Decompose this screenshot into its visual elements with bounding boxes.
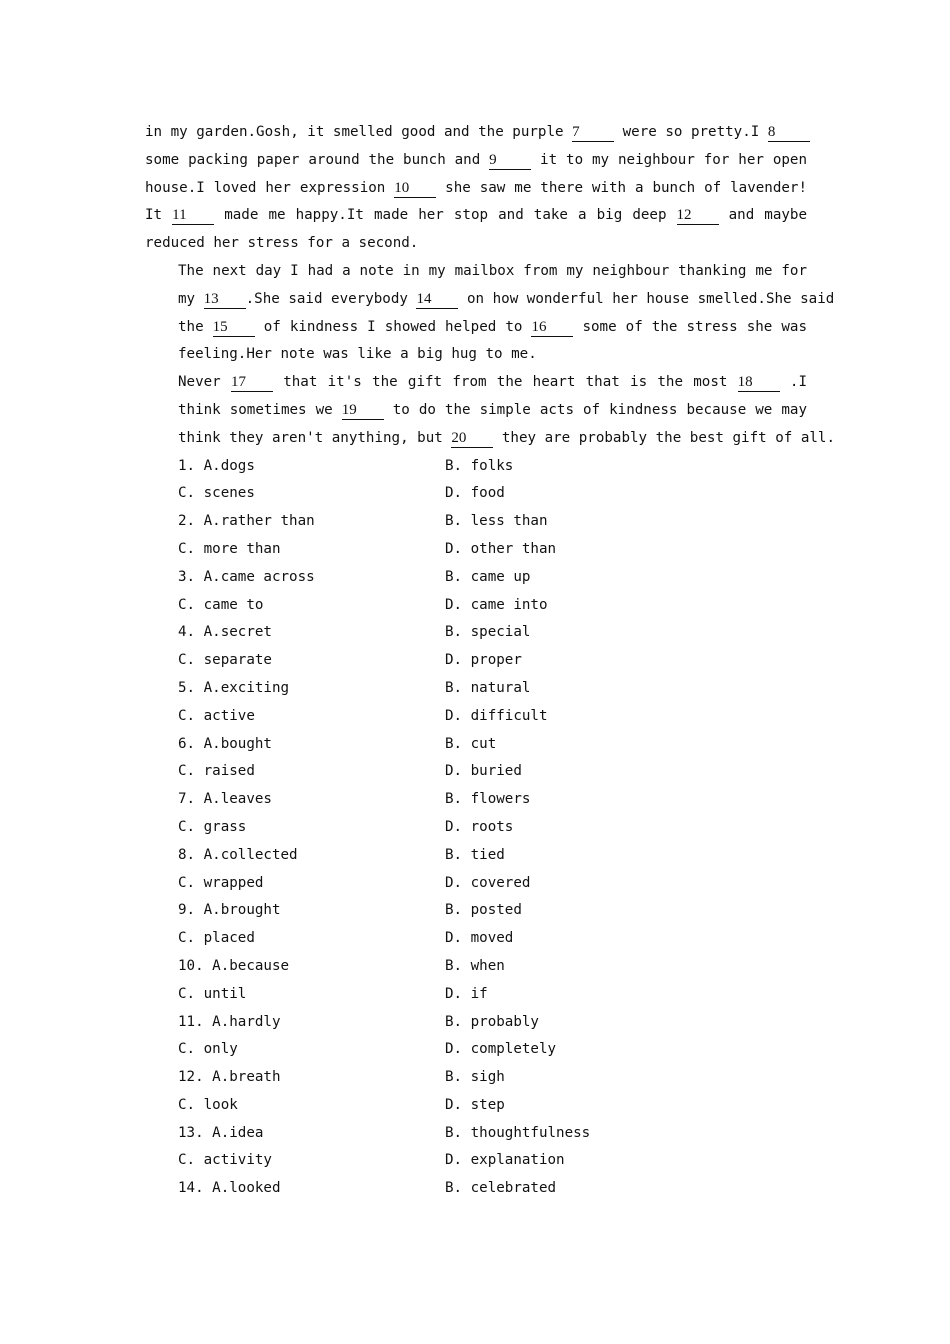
passage-text: some packing paper around the bunch and <box>145 151 490 168</box>
passage-text: some of the stress she was <box>573 318 808 335</box>
option-right: D. came into <box>445 596 548 613</box>
blank-number: 17 <box>231 373 273 392</box>
passage-text: it to my neighbour for her open <box>531 151 807 168</box>
passage-text: of kindness I showed helped to <box>254 318 532 335</box>
paragraph-1 <box>145 119 807 258</box>
option-row <box>145 480 807 508</box>
option-row <box>145 758 807 786</box>
option-left: C. active <box>178 707 255 724</box>
blank-number: 16 <box>531 318 573 337</box>
option-left: C. separate <box>178 652 272 669</box>
option-right: B. probably <box>445 1013 539 1030</box>
option-row <box>145 1092 807 1120</box>
blank-number: 8 <box>768 123 810 142</box>
option-left: C. came to <box>178 596 264 613</box>
passage-text: think sometimes we <box>178 401 342 418</box>
option-left: C. look <box>178 1096 238 1113</box>
blank-number: 9 <box>489 151 531 170</box>
passage-text: It <box>145 207 173 224</box>
option-row <box>145 981 807 1009</box>
passage-text: she saw me there with a bunch of lavender! <box>436 179 807 196</box>
passage-text: my <box>178 290 204 307</box>
option-right: B. celebrated <box>445 1180 557 1197</box>
passage-line <box>145 425 836 453</box>
passage-text: .She said everybody <box>245 290 417 307</box>
passage-text: on how wonderful her house smelled.She said <box>458 290 835 307</box>
option-row <box>145 619 807 647</box>
option-right: D. roots <box>445 818 514 835</box>
option-row <box>145 814 807 842</box>
blank-number: 18 <box>738 373 780 392</box>
option-right: D. proper <box>445 652 522 669</box>
option-left: C. placed <box>178 930 255 947</box>
option-left: C. wrapped <box>178 874 264 891</box>
option-left: C. activity <box>178 1152 272 1169</box>
option-left: C. only <box>178 1041 238 1058</box>
blank-number: 19 <box>342 401 384 420</box>
option-left: C. raised <box>178 763 255 780</box>
option-left: 3. A.came across <box>178 568 315 585</box>
option-right: B. when <box>445 957 505 974</box>
option-row <box>145 953 807 981</box>
option-right: B. cut <box>445 735 497 752</box>
passage-line <box>145 202 807 230</box>
paragraph-3 <box>145 369 836 452</box>
option-left: 4. A.secret <box>178 624 272 641</box>
option-right: D. moved <box>445 930 514 947</box>
passage-text: .I <box>779 374 808 391</box>
blank-number: 12 <box>677 206 719 225</box>
option-right: B. sigh <box>445 1069 505 1086</box>
option-left: 9. A.brought <box>178 902 281 919</box>
option-row <box>145 647 807 675</box>
passage-text: that it's the gift from the heart that is the most <box>272 374 738 391</box>
paragraph-2 <box>145 258 835 369</box>
passage-line <box>145 147 807 175</box>
passage-text: reduced her stress for a second. <box>145 235 419 252</box>
passage-line <box>145 341 807 369</box>
document-page <box>145 119 836 1203</box>
option-left: C. scenes <box>178 485 255 502</box>
passage-line <box>145 286 835 314</box>
option-left: 12. A.breath <box>178 1069 281 1086</box>
passage-line <box>145 397 807 425</box>
option-left: 7. A.leaves <box>178 791 272 808</box>
passage-text: and maybe <box>718 207 808 224</box>
passage-text: in my garden.Gosh, it smelled good and the purple <box>145 124 573 140</box>
option-right: D. step <box>445 1096 505 1113</box>
passage-line <box>145 119 807 147</box>
option-row <box>145 925 807 953</box>
option-row <box>145 731 807 759</box>
option-row <box>145 786 807 814</box>
passage-text: they are probably the best gift of all. <box>493 429 836 446</box>
option-left: C. grass <box>178 818 247 835</box>
option-left: C. until <box>178 985 247 1002</box>
option-left: 14. A.looked <box>178 1180 281 1197</box>
option-row <box>145 842 807 870</box>
answer-options <box>145 453 807 1204</box>
option-right: B. natural <box>445 679 531 696</box>
option-row <box>145 897 807 925</box>
option-left: 10. A.because <box>178 957 290 974</box>
option-row <box>145 592 807 620</box>
passage-text: think they aren't anything, but <box>178 429 452 446</box>
option-right: B. posted <box>445 902 522 919</box>
passage-line <box>145 230 807 258</box>
blank-number: 20 <box>451 429 493 448</box>
option-right: B. special <box>445 624 531 641</box>
option-row <box>145 1147 807 1175</box>
option-right: D. food <box>445 485 505 502</box>
option-left: 2. A.rather than <box>178 513 315 530</box>
cloze-passage <box>145 119 836 453</box>
passage-line <box>145 175 807 203</box>
passage-text: were so pretty.I <box>614 124 768 140</box>
option-left: 5. A.exciting <box>178 679 290 696</box>
option-row <box>145 1064 807 1092</box>
option-row <box>145 1009 807 1037</box>
option-left: 8. A.collected <box>178 846 298 863</box>
option-right: D. completely <box>445 1041 557 1058</box>
option-row <box>145 536 807 564</box>
option-row <box>145 564 807 592</box>
blank-number: 14 <box>416 290 458 309</box>
option-row <box>145 703 807 731</box>
option-right: B. thoughtfulness <box>445 1124 591 1141</box>
option-right: D. if <box>445 985 488 1002</box>
option-right: D. covered <box>445 874 531 891</box>
blank-number: 10 <box>394 179 436 198</box>
passage-text: The next day I had a note in my mailbox from my neighbour thanking me for <box>178 262 807 279</box>
blank-number: 11 <box>172 206 214 225</box>
option-right: B. tied <box>445 846 505 863</box>
option-row <box>145 1175 807 1203</box>
option-right: B. folks <box>445 457 514 474</box>
passage-text: to do the simple acts of kindness because we may <box>383 401 807 418</box>
passage-line <box>145 314 807 342</box>
passage-text: the <box>178 318 213 335</box>
option-right: B. flowers <box>445 791 531 808</box>
blank-number: 15 <box>213 318 255 337</box>
option-row <box>145 870 807 898</box>
option-left: 11. A.hardly <box>178 1013 281 1030</box>
option-row <box>145 508 807 536</box>
option-row <box>145 1120 807 1148</box>
blank-number: 13 <box>204 290 246 309</box>
option-right: D. explanation <box>445 1152 565 1169</box>
option-left: 1. A.dogs <box>178 457 255 474</box>
option-right: D. difficult <box>445 707 548 724</box>
option-left: 6. A.bought <box>178 735 272 752</box>
passage-text: house.I loved her expression <box>145 179 395 196</box>
option-right: D. buried <box>445 763 522 780</box>
option-left: C. more than <box>178 540 281 557</box>
option-row <box>145 1036 807 1064</box>
option-right: D. other than <box>445 540 557 557</box>
blank-number: 7 <box>572 123 614 142</box>
option-row <box>145 675 807 703</box>
option-left: 13. A.idea <box>178 1124 264 1141</box>
passage-line <box>145 258 807 286</box>
passage-text: Never <box>178 374 231 391</box>
option-row <box>145 453 807 481</box>
option-right: B. came up <box>445 568 531 585</box>
passage-text: made me happy.It made her stop and take a big deep <box>214 207 677 224</box>
passage-line <box>145 369 807 397</box>
passage-text: feeling.Her note was like a big hug to me. <box>178 346 537 363</box>
option-right: B. less than <box>445 513 548 530</box>
